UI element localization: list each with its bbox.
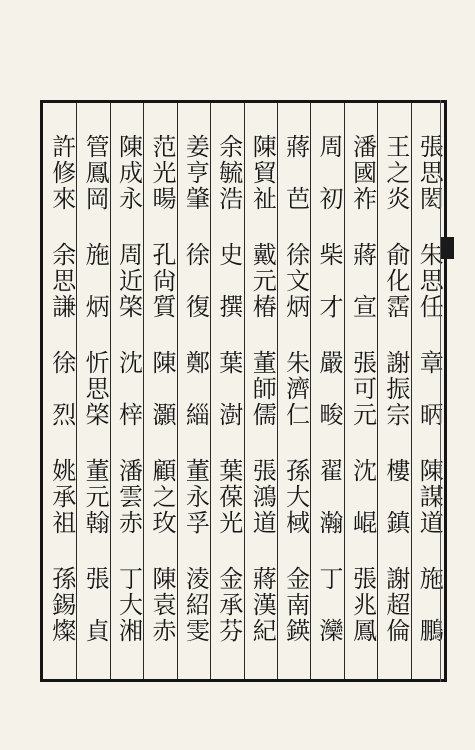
person-name bbox=[212, 233, 242, 341]
text-column bbox=[45, 125, 75, 665]
name-text: 蔣漢紀 bbox=[248, 566, 277, 644]
name-text: 張可元 bbox=[348, 350, 377, 428]
name-text: 張思閎 bbox=[415, 134, 444, 212]
person-name bbox=[145, 557, 175, 665]
name-text: 徐文炳 bbox=[281, 242, 310, 320]
name-text: 沈 崐 bbox=[348, 458, 377, 536]
person-name bbox=[412, 557, 442, 665]
person-name bbox=[312, 233, 342, 341]
name-text: 謝振宗 bbox=[381, 350, 410, 428]
name-text: 施 炳 bbox=[81, 242, 110, 320]
person-name bbox=[312, 341, 342, 449]
person-name bbox=[379, 233, 409, 341]
name-text: 鄭 緇 bbox=[181, 350, 210, 428]
person-name bbox=[345, 557, 375, 665]
person-name bbox=[345, 233, 375, 341]
name-text: 余毓浩 bbox=[214, 134, 243, 212]
person-name bbox=[212, 449, 242, 557]
person-name bbox=[78, 449, 108, 557]
name-text: 王之炎 bbox=[381, 134, 410, 212]
name-text: 金承芬 bbox=[214, 566, 243, 644]
person-name bbox=[412, 125, 442, 233]
name-text: 史 撰 bbox=[214, 242, 243, 320]
text-column bbox=[78, 125, 108, 665]
name-text: 許修來 bbox=[47, 134, 76, 212]
name-text: 余思謙 bbox=[47, 242, 76, 320]
person-name bbox=[379, 341, 409, 449]
name-text: 董師儒 bbox=[248, 350, 277, 428]
person-name bbox=[145, 341, 175, 449]
person-name bbox=[178, 233, 208, 341]
name-text: 董元翰 bbox=[81, 458, 110, 536]
person-name bbox=[78, 125, 108, 233]
person-name bbox=[45, 233, 75, 341]
text-column bbox=[245, 125, 275, 665]
text-column bbox=[112, 125, 142, 665]
name-text: 姜亨肇 bbox=[181, 134, 210, 212]
text-column bbox=[212, 125, 242, 665]
person-name bbox=[45, 341, 75, 449]
person-name bbox=[178, 557, 208, 665]
name-text: 葉葆光 bbox=[214, 458, 243, 536]
name-text: 周 初 bbox=[315, 134, 344, 212]
text-column bbox=[178, 125, 208, 665]
name-text: 張鴻道 bbox=[248, 458, 277, 536]
person-name bbox=[245, 341, 275, 449]
text-column bbox=[279, 125, 309, 665]
person-name bbox=[412, 341, 442, 449]
person-name bbox=[279, 341, 309, 449]
text-column bbox=[379, 125, 409, 665]
name-text: 丁大湘 bbox=[114, 566, 143, 644]
name-text: 嚴 畯 bbox=[315, 350, 344, 428]
name-text: 翟 瀚 bbox=[315, 458, 344, 536]
name-text: 謝超倫 bbox=[381, 566, 410, 644]
person-name bbox=[379, 449, 409, 557]
name-text: 孔尙質 bbox=[147, 242, 176, 320]
name-text: 樓 鎮 bbox=[381, 458, 410, 536]
page-margin-strip bbox=[440, 100, 461, 682]
name-text: 金南鍈 bbox=[281, 566, 310, 644]
name-text: 周近棨 bbox=[114, 242, 143, 320]
name-text: 朱濟仁 bbox=[281, 350, 310, 428]
person-name bbox=[379, 557, 409, 665]
name-text: 管鳳岡 bbox=[81, 134, 110, 212]
name-text: 徐 烈 bbox=[47, 350, 76, 428]
person-name bbox=[345, 125, 375, 233]
person-name bbox=[279, 449, 309, 557]
name-text: 陳成永 bbox=[114, 134, 143, 212]
person-name bbox=[279, 233, 309, 341]
name-text: 戴元椿 bbox=[248, 242, 277, 320]
person-name bbox=[245, 233, 275, 341]
name-text: 范光暘 bbox=[147, 134, 176, 212]
name-text: 徐 復 bbox=[181, 242, 210, 320]
person-name bbox=[379, 125, 409, 233]
name-text: 丁 灤 bbox=[315, 566, 344, 644]
person-name bbox=[312, 449, 342, 557]
person-name bbox=[145, 125, 175, 233]
person-name bbox=[45, 125, 75, 233]
name-text: 章 昞 bbox=[415, 350, 444, 428]
person-name bbox=[412, 233, 442, 341]
name-text: 陳貿祉 bbox=[248, 134, 277, 212]
person-name bbox=[112, 125, 142, 233]
person-name bbox=[212, 557, 242, 665]
person-name bbox=[279, 557, 309, 665]
person-name bbox=[78, 233, 108, 341]
name-text: 施 鵬 bbox=[415, 566, 444, 644]
text-frame bbox=[40, 100, 447, 682]
person-name bbox=[112, 449, 142, 557]
person-name bbox=[245, 557, 275, 665]
name-text: 朱思任 bbox=[415, 242, 444, 320]
name-text: 潘國祚 bbox=[348, 134, 377, 212]
person-name bbox=[345, 449, 375, 557]
name-text: 沈 梓 bbox=[114, 350, 143, 428]
name-text: 張兆鳳 bbox=[348, 566, 377, 644]
person-name bbox=[112, 557, 142, 665]
name-text: 陳袁赤 bbox=[147, 566, 176, 644]
person-name bbox=[312, 557, 342, 665]
name-text: 潘雲赤 bbox=[114, 458, 143, 536]
person-name bbox=[145, 233, 175, 341]
person-name bbox=[178, 125, 208, 233]
person-name bbox=[112, 341, 142, 449]
person-name bbox=[212, 125, 242, 233]
name-text: 孫大棫 bbox=[281, 458, 310, 536]
person-name bbox=[345, 341, 375, 449]
person-name bbox=[145, 449, 175, 557]
person-name bbox=[245, 449, 275, 557]
name-text: 陳 灝 bbox=[147, 350, 176, 428]
name-text: 顧之玫 bbox=[147, 458, 176, 536]
name-text: 俞化霑 bbox=[381, 242, 410, 320]
text-column bbox=[345, 125, 375, 665]
name-text: 孫錫燦 bbox=[47, 566, 76, 644]
text-column bbox=[145, 125, 175, 665]
name-text: 蔣 芭 bbox=[281, 134, 310, 212]
person-name bbox=[45, 557, 75, 665]
person-name bbox=[212, 341, 242, 449]
name-text: 柴 才 bbox=[315, 242, 344, 320]
name-text: 葉 澍 bbox=[214, 350, 243, 428]
person-name bbox=[45, 449, 75, 557]
name-text: 董永孚 bbox=[181, 458, 210, 536]
person-name bbox=[178, 449, 208, 557]
name-text: 淩紹雯 bbox=[181, 566, 210, 644]
name-text: 忻思棨 bbox=[81, 350, 110, 428]
person-name bbox=[178, 341, 208, 449]
name-text: 陳謀道 bbox=[415, 458, 444, 536]
person-name bbox=[412, 449, 442, 557]
name-text: 蔣 宣 bbox=[348, 242, 377, 320]
person-name bbox=[312, 125, 342, 233]
person-name bbox=[245, 125, 275, 233]
person-name bbox=[78, 341, 108, 449]
person-name bbox=[112, 233, 142, 341]
name-text: 姚承祖 bbox=[47, 458, 76, 536]
text-column bbox=[412, 125, 442, 665]
text-column bbox=[312, 125, 342, 665]
person-name bbox=[78, 557, 108, 665]
name-text: 張 貞 bbox=[81, 566, 110, 644]
person-name bbox=[279, 125, 309, 233]
